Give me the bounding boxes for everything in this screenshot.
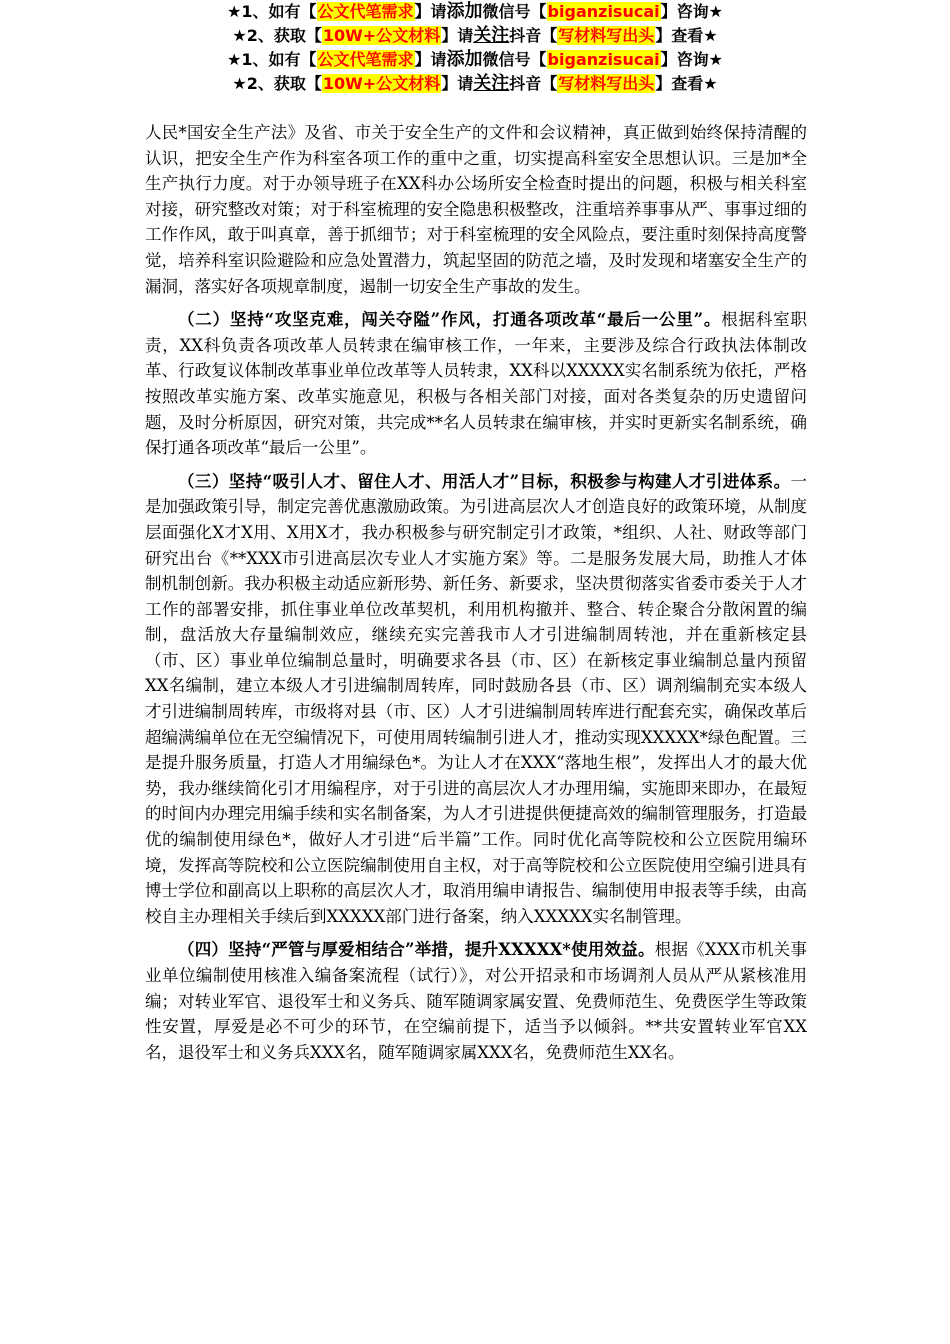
- banner-line-1: [0, 48, 950, 72]
- douyin-id-highlight: 写材料写出头: [558, 26, 655, 45]
- section-text: 根据《XXX市机关事业单位编制使用核准入编备案流程（试行）》，对公开招录和市场调剂人员从严从紧核准用编；对转业军官、退役军士和义务兵、随军随调家属安置、免费师范生、免费医学生等政策性安置，厚爱是必不可少的环节，在空编前提下，适当予以倾斜。**共安置转业军官XX名，退役军士和义务兵XXX名，随军随调家属XXX名，免费师范生XX名。: [145, 940, 807, 1062]
- banner-bottom: [0, 48, 950, 96]
- banner-text: 添加: [446, 1, 483, 22]
- banner-text: ★1、如有【: [227, 2, 317, 21]
- banner-text: 】请: [414, 50, 447, 69]
- banner-text: 】查看★: [655, 26, 718, 45]
- paragraph-continuation: 人民*国安全生产法》及省、市关于安全生产的文件和会议精神，真正做到始终保持清醒的认识，把安全生产作为科室各项工作的重中之重，切实提高科室安全思想认识。三是加*全生产执行力度。对于办领导班子在XX科办公场所安全检查时提出的问题，积极与相关科室对接，研究整改对策；对于科室梳理的安全隐患积极整改，注重培养事事从严、事事过细的工作作风，敢于叫真章，善于抓细节；对于科室梳理的安全风险点，要注重时刻保持高度警觉，培养科室识险避险和应急处置潜力，筑起坚固的防范之墙，及时发现和堵塞安全生产的漏洞，落实好各项规章制度，遏制一切安全生产事故的发生。: [145, 123, 807, 296]
- banner-text: 微信号【: [482, 2, 547, 21]
- section-text: 一是加强政策引导，制定完善优惠激励政策。为引进高层次人才创造良好的政策环境，从制度层面强化X才X用、X用X才，我办积极参与研究制定引才政策，*组织、人社、财政等部门研究出台《**XXX市引进高层次专业人才实施方案》等。二是服务发展大局，助推人才体制机制创新。我办积极主动适应新形势、新任务、新要求，坚决贯彻落实省委市委关于人才工作的部署安排，抓住事业单位改革契机，利用机构撤并、整合、转企聚合分散闲置的编制，盘活放大存量编制效应，继续充实完善我市人才引进编制周转池，并在重新核定县（市、区）事业单位编制总量时，明确要求各县（市、区）在新核定事业编制总量内预留XX名编制，建立本级人才引进编制周转库，同时鼓励各县（市、区）调剂编制充实本级人才引进编制周转库，市级将对县（市、区）人才引进编制周转库进行配套充实，确保改革后超编满编单位在无空编情况下，可使用周转编制引进人才，推动实现XXXXX*绿色配置。三是提升服务质量，打造人才用编绿色*。为让人才在XXX“落地生根”，发挥出人才的最大优势，我办继续简化引才用编程序，对于引进的高层次人才办理用编，实施即来即办，在最短的时间内办理完用编手续和实名制备案，为人才引进提供便捷高效的编制管理服务，打造最优的编制使用绿色*，做好人才引进“后半篇”工作。同时优化高等院校和公立医院用编环境，发挥高等院校和公立医院编制使用自主权，对于高等院校和公立医院使用空编引进具有博士学位和副高以上职称的高层次人才，取消用编申请报告、编制使用申报表等手续，由高校自主办理相关手续后到XXXXX部门进行备案，纳入XXXXX实名制管理。: [145, 471, 807, 926]
- section-2: [145, 307, 807, 461]
- douyin-id-highlight: 写材料写出头: [558, 74, 655, 93]
- banner-highlight: 公文代笔需求: [317, 2, 414, 21]
- banner-text: 添加: [446, 49, 483, 70]
- banner-text: 】咨询★: [660, 2, 723, 21]
- banner-text: ★2、获取【: [232, 74, 322, 93]
- section-heading: （四）坚持“严管与厚爱相结合”举措，提升XXXXX*使用效益。: [178, 940, 655, 960]
- banner-line-2: [0, 72, 950, 96]
- document-body: [145, 120, 807, 1065]
- banner-highlight: 公文代笔需求: [317, 50, 414, 69]
- section-heading: （二）坚持“攻坚克难，闯关夺隘”作风，打通各项改革“最后一公里”。: [178, 310, 722, 330]
- banner-text: 】咨询★: [660, 50, 723, 69]
- banner-top: [0, 0, 950, 48]
- banner-text: 】请: [414, 2, 447, 21]
- banner-highlight: 10W+公文材料: [322, 74, 441, 93]
- banner-text: 微信号【: [482, 50, 547, 69]
- banner-text: ★1、如有【: [227, 50, 317, 69]
- banner-text: 关注: [473, 73, 510, 94]
- wechat-id-highlight: biganzisucai: [547, 2, 660, 21]
- section-4: [145, 937, 807, 1065]
- section-text: 根据科室职责，XX科负责各项改革人员转隶在编审核工作，一年来，主要涉及综合行政执法体制改革、行政复议体制改革事业单位改革等人员转隶，XX科以XXXXX实名制系统为依托，严格按照改革实施方案、改革实施意见，积极与各相关部门对接，面对各类复杂的历史遗留问题，及时分析原因，研究对策，共完成**名人员转隶在编审核，并实时更新实名制系统，确保打通各项改革“最后一公里”。: [145, 310, 807, 458]
- banner-text: 关注: [473, 25, 510, 46]
- section-heading: （三）坚持“吸引人才、留住人才、用活人才”目标，积极参与构建人才引进体系。: [178, 471, 791, 491]
- banner-text: 】请: [441, 74, 474, 93]
- banner-text: 抖音【: [509, 26, 558, 45]
- banner-line-2: [0, 24, 950, 48]
- banner-text: 】请: [441, 26, 474, 45]
- banner-text: ★2、获取【: [232, 26, 322, 45]
- banner-highlight: 10W+公文材料: [322, 26, 441, 45]
- banner-text: 】查看★: [655, 74, 718, 93]
- section-3: [145, 469, 807, 930]
- banner-text: 抖音【: [509, 74, 558, 93]
- banner-line-1: [0, 0, 950, 24]
- wechat-id-highlight: biganzisucai: [547, 50, 660, 69]
